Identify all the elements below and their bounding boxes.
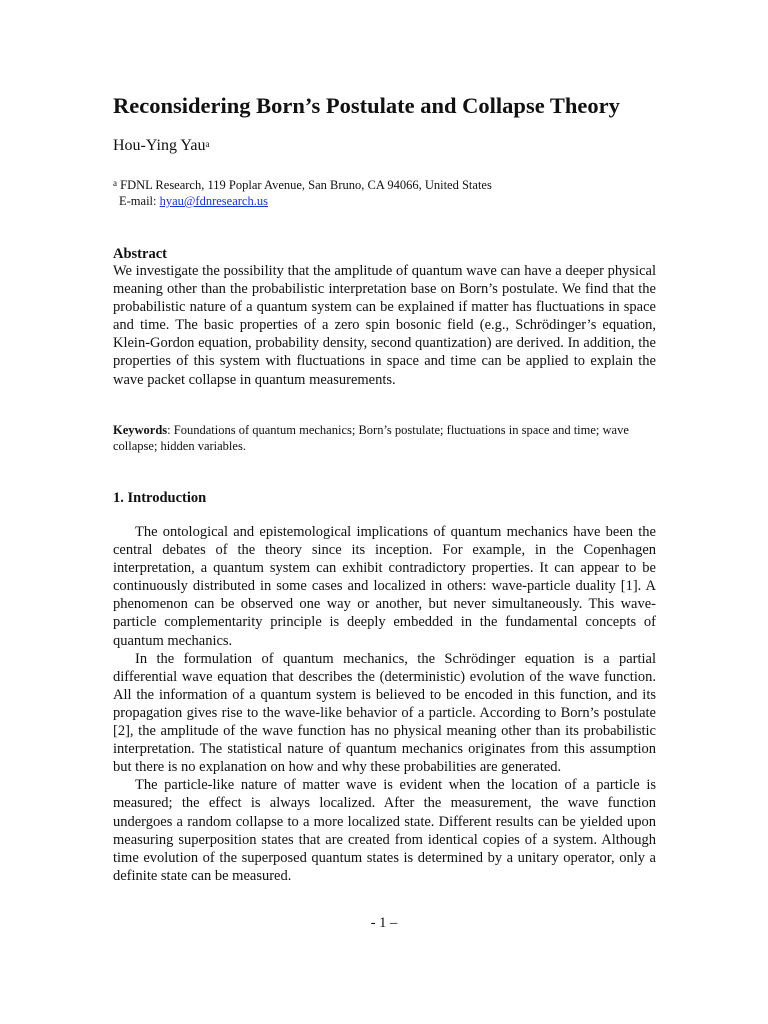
keywords [113,422,656,454]
body-paragraph: The particle-like nature of matter wave is evident when the location of a particle is measured; the effect is always localized. After the measurement, the wave function undergoes a random collapse to a more localized state. Different results can be yielded upon measuring superposition states that are created from identical copies of a system. Although time evolution of the superposed quantum states is determined by a unitary operator, only a definite state can be measured. [113,777,656,884]
email-link[interactable]: hyau@fdnresearch.us [159,194,268,208]
keywords-label: Keywords [113,423,168,437]
affiliation-line [113,177,492,193]
body-paragraph: The ontological and epistemological implications of quantum mechanics have been the central debates of the theory since its inception. For example, in the Copenhagen interpretation, a quantum system can exhibit contradictory properties. It can appear to be continuously distributed in some cases and localized in others: wave-particle duality [1]. A phenomenon can be observed one way or another, but never simultaneously. This wave-particle complementarity principle is deeply embedded in the fundamental concepts of quantum mechanics. [113,524,656,649]
email-line [113,193,492,209]
keywords-text: : Foundations of quantum mechanics; Born’s postulate; fluctuations in space and time; wave collapse; hidden variables. [113,423,629,453]
author-superscript: a [205,139,210,149]
abstract-heading: Abstract [113,246,167,262]
author-line [113,136,209,156]
affiliation-text: FDNL Research, 119 Poplar Avenue, San Bruno, CA 94066, United States [120,178,492,192]
section-heading-introduction: 1. Introduction [113,490,207,506]
email-label: E-mail: [119,194,160,208]
author-name: Hou-Ying Yau [113,137,206,154]
affiliation-superscript: a [113,178,117,188]
paper-title: Reconsidering Born’s Postulate and Collapse Theory [113,93,620,118]
affiliation-block [113,177,492,209]
section-body [113,523,656,885]
abstract-text: We investigate the possibility that the amplitude of quantum wave can have a deeper physical meaning other than the probabilistic interpretation base on Born’s postulate. We find that the probabilistic nature of a quantum system can be explained if matter has fluctuations in space and time. The basic properties of a zero spin bosonic field (e.g., Schrödinger’s equation, Klein-Gordon equation, probability density, second quantization) are derived. In addition, the properties of this system with fluctuations in space and time can be applied to explain the wave packet collapse in quantum measurements. [113,263,656,388]
body-paragraph: In the formulation of quantum mechanics, the Schrödinger equation is a partial differential wave equation that describes the (deterministic) evolution of the wave function. All the information of a quantum system is believed to be encoded in this function, and its propagation gives rise to the wave-like behavior of a particle. According to Born’s postulate [2], the amplitude of the wave function has no physical meaning other than its probabilistic interpretation. The statistical nature of quantum mechanics originates from this assumption but there is no explanation on how and why these probabilities are generated. [113,650,656,776]
page-number: - 1 – [370,915,398,931]
